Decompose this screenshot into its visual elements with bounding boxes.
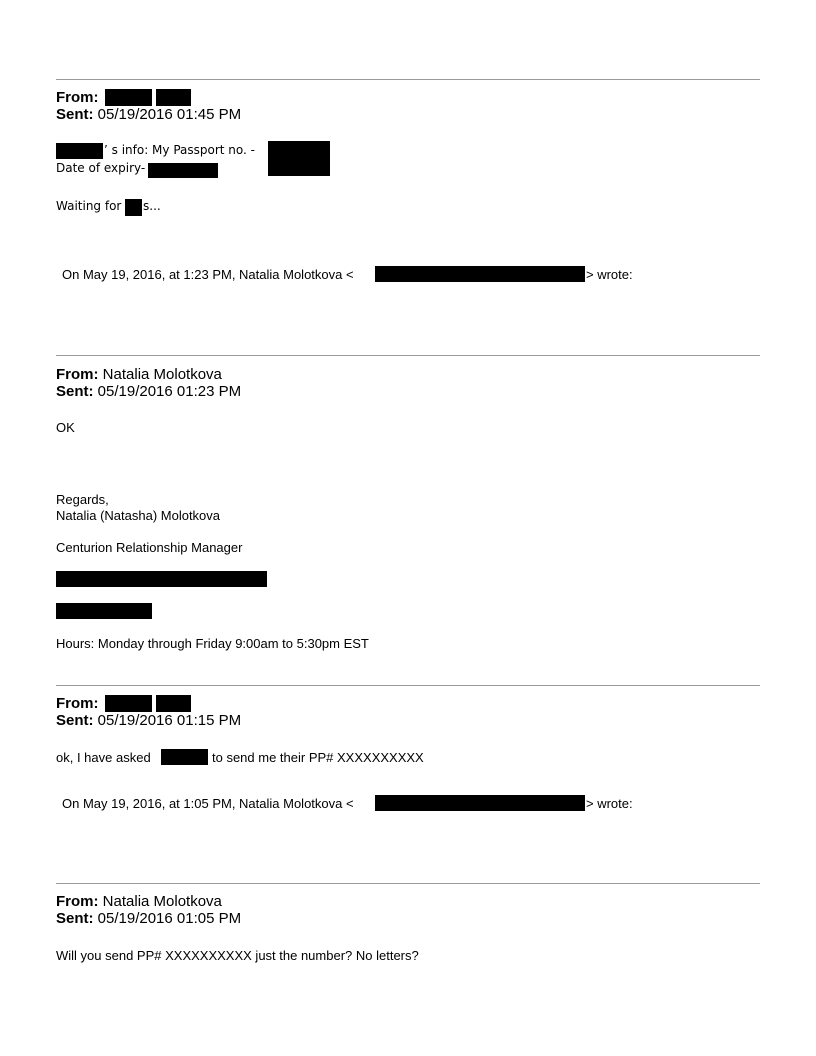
divider xyxy=(56,355,760,356)
sig-hours: Hours: Monday through Friday 9:00am to 5:30pm EST xyxy=(56,636,369,651)
message-body-end: to send me their PP# XXXXXXXXXX xyxy=(212,750,424,765)
message-body-start: ok, I have asked xyxy=(56,750,151,765)
sent-line xyxy=(56,712,241,729)
sent-line xyxy=(56,383,241,400)
expiry-line: Date of expiry- xyxy=(56,161,146,175)
redacted-contact-line xyxy=(56,571,267,587)
sent-date: 05/19/2016 01:45 PM xyxy=(97,106,242,123)
sent-label: Sent: xyxy=(56,106,94,123)
redacted-sender-last xyxy=(156,695,191,712)
waiting-suffix: s... xyxy=(143,199,161,213)
sent-line xyxy=(56,910,241,927)
passport-info-line: ’ s info: My Passport no. - xyxy=(104,143,255,157)
from-line xyxy=(56,366,222,383)
redacted-name xyxy=(56,143,103,159)
divider xyxy=(56,685,760,686)
sig-regards: Regards, xyxy=(56,492,109,507)
sent-line xyxy=(56,106,241,123)
redacted-expiry-date xyxy=(148,163,218,178)
redacted-sender-last xyxy=(156,89,191,106)
sent-date: 05/19/2016 01:05 PM xyxy=(97,910,242,927)
redacted-passport-number xyxy=(268,141,330,176)
redacted-phone-line xyxy=(56,603,152,619)
quote-header: On May 19, 2016, at 1:05 PM, Natalia Molotkova < xyxy=(62,796,354,811)
from-line xyxy=(56,89,99,106)
from-name: Natalia Molotkova xyxy=(102,366,222,383)
from-label: From: xyxy=(56,89,99,106)
redacted-sender-first xyxy=(105,89,152,106)
from-line xyxy=(56,695,99,712)
quote-header: On May 19, 2016, at 1:23 PM, Natalia Molotkova < xyxy=(62,267,354,282)
redacted-email-address xyxy=(375,795,585,811)
waiting-text: Waiting for xyxy=(56,199,122,213)
from-label: From: xyxy=(56,893,99,910)
quote-wrote: > wrote: xyxy=(586,267,633,282)
redacted-email-address xyxy=(375,266,585,282)
from-label: From: xyxy=(56,366,99,383)
from-line xyxy=(56,893,222,910)
waiting-line xyxy=(56,199,121,213)
divider xyxy=(56,79,760,80)
sent-label: Sent: xyxy=(56,383,94,400)
from-name: Natalia Molotkova xyxy=(102,893,222,910)
sent-label: Sent: xyxy=(56,712,94,729)
sig-title: Centurion Relationship Manager xyxy=(56,540,243,555)
divider xyxy=(56,883,760,884)
quote-wrote: > wrote: xyxy=(586,796,633,811)
redacted-name xyxy=(161,749,208,765)
sent-label: Sent: xyxy=(56,910,94,927)
message-body: Will you send PP# XXXXXXXXXX just the number? No letters? xyxy=(56,948,419,963)
sig-name: Natalia (Natasha) Molotkova xyxy=(56,508,221,523)
message-body: OK xyxy=(56,420,75,435)
from-label: From: xyxy=(56,695,99,712)
sent-date: 05/19/2016 01:23 PM xyxy=(97,383,242,400)
sent-date: 05/19/2016 01:15 PM xyxy=(97,712,242,729)
redacted-word xyxy=(125,199,142,216)
redacted-sender-first xyxy=(105,695,152,712)
